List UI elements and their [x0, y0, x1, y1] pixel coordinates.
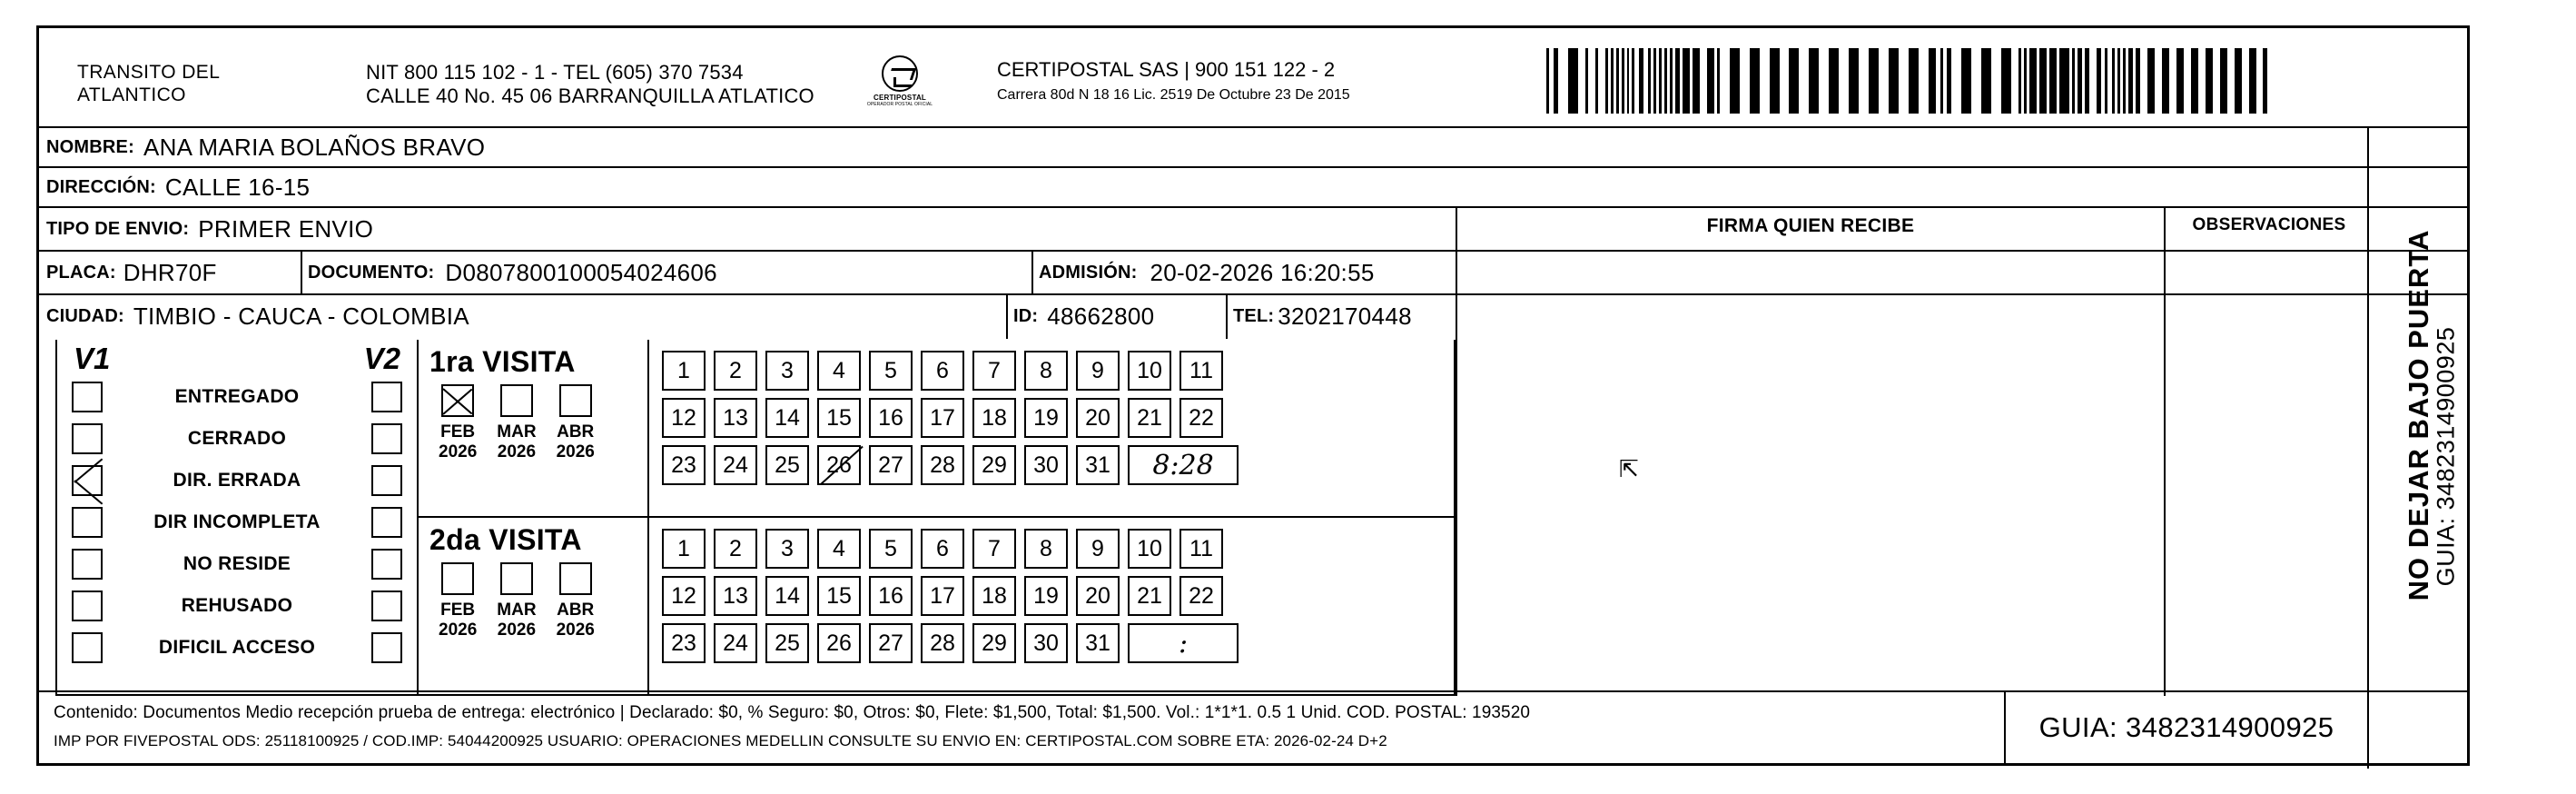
- placa-value: DHR70F: [123, 258, 217, 286]
- nombre-label: NOMBRE:: [46, 136, 134, 157]
- day-cell-12[interactable]: 12: [662, 576, 706, 616]
- company-line-2: Carrera 80d N 18 16 Lic. 2519 De Octubre 23 De 2015: [997, 87, 1350, 103]
- day-cell-26[interactable]: 26: [817, 445, 861, 485]
- no-dejar-bajo-puerta-text: NO DEJAR BAJO PUERTA: [2403, 229, 2434, 601]
- day-cell-31[interactable]: 31: [1076, 623, 1120, 663]
- observaciones-box[interactable]: [2164, 206, 2373, 696]
- label-header: [39, 28, 2467, 126]
- day-cell-6[interactable]: 6: [921, 351, 964, 391]
- month-name: MAR: [497, 600, 537, 620]
- visit-1-days-row-1: [662, 351, 1454, 391]
- row-nombre: [39, 126, 2467, 166]
- day-cell-15[interactable]: 15: [817, 576, 861, 616]
- day-cell-14[interactable]: 14: [765, 576, 809, 616]
- day-cell-26[interactable]: 26: [817, 623, 861, 663]
- id-label: ID:: [1013, 305, 1039, 326]
- checkbox-v1-dir-incompleta[interactable]: [72, 507, 103, 538]
- nombre-value: ANA MARIA BOLAÑOS BRAVO: [143, 133, 486, 161]
- visit-2-days-row-2: [662, 576, 1454, 616]
- status-label: DIFICIL ACCESO: [158, 637, 316, 658]
- tel-value: 3202170448: [1278, 302, 1412, 330]
- day-cell-10[interactable]: 10: [1128, 529, 1171, 569]
- shipping-label: [36, 25, 2470, 766]
- day-cell-22[interactable]: 22: [1179, 398, 1223, 438]
- day-cell-17[interactable]: 17: [921, 398, 964, 438]
- visit-2-days-row-1: [662, 529, 1454, 569]
- day-cell-29[interactable]: 29: [972, 623, 1016, 663]
- day-cell-21[interactable]: 21: [1128, 576, 1171, 616]
- month-name: ABR: [557, 422, 595, 442]
- month-option-abr[interactable]: [557, 384, 595, 462]
- ciudad-value: TIMBIO - CAUCA - COLOMBIA: [133, 302, 469, 330]
- day-cell-14[interactable]: 14: [765, 398, 809, 438]
- documento-label: DOCUMENTO:: [308, 262, 435, 283]
- status-row: [57, 627, 417, 669]
- ciudad-label: CIUDAD:: [46, 305, 124, 326]
- day-cell-29[interactable]: 29: [972, 445, 1016, 485]
- day-cell-8[interactable]: 8: [1024, 529, 1068, 569]
- firma-quien-recibe-box[interactable]: [1456, 206, 2164, 696]
- month-year: 2026: [556, 442, 595, 462]
- day-cell-16[interactable]: 16: [869, 576, 913, 616]
- day-cell-24[interactable]: 24: [714, 623, 757, 663]
- day-cell-9[interactable]: 9: [1076, 351, 1120, 391]
- visit-1-days-row-3: [662, 445, 1454, 485]
- day-cell-18[interactable]: 18: [972, 398, 1016, 438]
- day-cell-21[interactable]: 21: [1128, 398, 1171, 438]
- admision-value: 20-02-2026 16:20:55: [1150, 258, 1375, 286]
- day-cell-1[interactable]: 1: [662, 351, 706, 391]
- status-label: REHUSADO: [181, 595, 293, 616]
- day-cell-30[interactable]: 30: [1024, 623, 1068, 663]
- origin-block: [77, 61, 220, 106]
- day-cell-9[interactable]: 9: [1076, 529, 1120, 569]
- row-direccion: [39, 166, 2467, 206]
- footer-line-1: Contenido: Documentos Medio recepción prueba de entrega: electrónico | Declarado: $0, % Seguro: $0, Otros: $0, Flete: $1,500, Total: $1,500. Vol.: 1*1*1. 0.5 1 Unid. COD. POSTAL: 193520: [54, 703, 1531, 722]
- day-cell-27[interactable]: 27: [869, 623, 913, 663]
- month-name: FEB: [440, 422, 476, 442]
- day-cell-18[interactable]: 18: [972, 576, 1016, 616]
- day-cell-5[interactable]: 5: [869, 529, 913, 569]
- day-cell-11[interactable]: 11: [1179, 529, 1223, 569]
- nit-block: [366, 61, 814, 108]
- nit-line-1: NIT 800 115 102 - 1 - TEL (605) 370 7534: [366, 61, 744, 84]
- visit-2-title: 2da VISITA: [429, 523, 582, 556]
- month-checkbox[interactable]: [559, 384, 592, 417]
- day-cell-25[interactable]: 25: [765, 623, 809, 663]
- admision-label: ADMISIÓN:: [1039, 262, 1138, 283]
- day-cell-23[interactable]: 23: [662, 623, 706, 663]
- checkbox-v1-no-reside[interactable]: [72, 549, 103, 580]
- day-cell-6[interactable]: 6: [921, 529, 964, 569]
- checkbox-v2-dir-incompleta[interactable]: [371, 507, 402, 538]
- id-value: 48662800: [1047, 302, 1155, 330]
- day-cell-3[interactable]: 3: [765, 529, 809, 569]
- month-checkbox[interactable]: [441, 562, 474, 595]
- day-cell-28[interactable]: 28: [921, 445, 964, 485]
- day-cell-3[interactable]: 3: [765, 351, 809, 391]
- status-label: CERRADO: [187, 428, 287, 449]
- day-cell-16[interactable]: 16: [869, 398, 913, 438]
- origin-line-2: ATLANTICO: [77, 84, 186, 105]
- day-cell-20[interactable]: 20: [1076, 398, 1120, 438]
- mouse-cursor-icon: ⇱: [1619, 455, 1639, 482]
- status-row: [57, 501, 417, 543]
- footer-guia: GUIA: 3482314900925: [2004, 692, 2367, 763]
- checkbox-v1-entregado[interactable]: [72, 382, 103, 412]
- v2-header: V2: [363, 342, 400, 375]
- status-row: [57, 418, 417, 460]
- logo-subtext: OPERADOR POSTAL OFICIAL: [866, 102, 933, 107]
- day-cell-17[interactable]: 17: [921, 576, 964, 616]
- month-option-mar[interactable]: [497, 562, 536, 640]
- status-row: [57, 460, 417, 501]
- placa-label: PLACA:: [46, 262, 116, 283]
- status-row: [57, 543, 417, 585]
- logo-text: CERTIPOSTAL: [873, 94, 927, 102]
- day-cell-10[interactable]: 10: [1128, 351, 1171, 391]
- visit-2-months: [439, 562, 647, 640]
- month-name: MAR: [497, 422, 537, 442]
- checkbox-v1-dir-errada[interactable]: [72, 465, 103, 496]
- month-year: 2026: [439, 620, 478, 640]
- day-cell-2[interactable]: 2: [714, 529, 757, 569]
- certipostal-logo: [861, 55, 939, 107]
- day-cell-11[interactable]: 11: [1179, 351, 1223, 391]
- day-cell-22[interactable]: 22: [1179, 576, 1223, 616]
- origin-line-1: TRANSITO DEL: [77, 62, 221, 83]
- day-cell-4[interactable]: 4: [817, 351, 861, 391]
- checkbox-v2-entregado[interactable]: [371, 382, 402, 412]
- checkbox-v2-dir-errada[interactable]: [371, 465, 402, 496]
- checkbox-v2-dificil-acceso[interactable]: [371, 632, 402, 663]
- observaciones-title: OBSERVACIONES: [2192, 215, 2346, 234]
- visit-1-title: 1ra VISITA: [429, 345, 576, 378]
- checkbox-v1-cerrado[interactable]: [72, 423, 103, 454]
- tel-label: TEL:: [1233, 305, 1275, 326]
- visit-time-value: 8:28: [1152, 449, 1214, 481]
- day-cell-20[interactable]: 20: [1076, 576, 1120, 616]
- checkbox-v2-rehusado[interactable]: [371, 591, 402, 621]
- day-cell-30[interactable]: 30: [1024, 445, 1068, 485]
- day-cell-28[interactable]: 28: [921, 623, 964, 663]
- direccion-label: DIRECCIÓN:: [46, 176, 156, 197]
- status-row: [57, 585, 417, 627]
- status-label: DIR. ERRADA: [173, 470, 301, 491]
- visit-2-days-row-3: [662, 623, 1454, 663]
- visit-time-cell[interactable]: [1128, 445, 1239, 485]
- company-line-1: CERTIPOSTAL SAS | 900 151 122 - 2: [997, 58, 1336, 81]
- status-label: ENTREGADO: [174, 386, 300, 407]
- month-option-feb[interactable]: [439, 384, 477, 462]
- day-cell-5[interactable]: 5: [869, 351, 913, 391]
- status-row: [57, 376, 417, 418]
- day-cell-12[interactable]: 12: [662, 398, 706, 438]
- month-year: 2026: [497, 620, 537, 640]
- checkbox-v2-no-reside[interactable]: [371, 549, 402, 580]
- day-cell-13[interactable]: 13: [714, 576, 757, 616]
- footer-line-2: IMP POR FIVEPOSTAL ODS: 25118100925 / COD.IMP: 54044200925 USUARIO: OPERACIONES MEDELLIN CONSULTE SU ENVIO EN: CERTIPOSTAL.COM SOBRE ETA: 2026-02-24 D+2: [54, 732, 1387, 749]
- firma-title: FIRMA QUIEN RECIBE: [1706, 215, 1915, 236]
- documento-value: D0807800100054024606: [445, 258, 717, 286]
- tipo-envio-label: TIPO DE ENVIO:: [46, 218, 190, 239]
- checkbox-v2-cerrado[interactable]: [371, 423, 402, 454]
- visit-time-cell[interactable]: [1128, 623, 1239, 663]
- vertical-guia-text: GUIA: 3482314900925: [2432, 326, 2460, 587]
- day-cell-15[interactable]: 15: [817, 398, 861, 438]
- day-cell-1[interactable]: 1: [662, 529, 706, 569]
- checkbox-v1-rehusado[interactable]: [72, 591, 103, 621]
- day-cell-4[interactable]: 4: [817, 529, 861, 569]
- day-cell-19[interactable]: 19: [1024, 576, 1068, 616]
- month-option-feb[interactable]: [439, 562, 477, 640]
- logo-mark-icon: [882, 55, 918, 92]
- visit-1-days-row-2: [662, 398, 1454, 438]
- visit-time-value: :: [1178, 627, 1189, 660]
- company-block: [997, 57, 1350, 108]
- nit-line-2: CALLE 40 No. 45 06 BARRANQUILLA ATLATICO: [366, 84, 814, 107]
- status-checkbox-block: [55, 340, 419, 696]
- visit-2-block: [419, 518, 1456, 696]
- status-label: DIR INCOMPLETA: [153, 511, 321, 532]
- day-cell-13[interactable]: 13: [714, 398, 757, 438]
- month-year: 2026: [497, 442, 537, 462]
- month-name: ABR: [557, 600, 595, 620]
- barcode: [1546, 48, 2273, 114]
- day-cell-19[interactable]: 19: [1024, 398, 1068, 438]
- label-footer: [39, 690, 2467, 763]
- month-option-abr[interactable]: [557, 562, 595, 640]
- day-cell-31[interactable]: 31: [1076, 445, 1120, 485]
- v1-header: V1: [74, 342, 111, 375]
- month-checkbox[interactable]: [500, 562, 533, 595]
- day-cell-8[interactable]: 8: [1024, 351, 1068, 391]
- month-checkbox[interactable]: [441, 384, 474, 417]
- status-label: NO RESIDE: [183, 553, 291, 574]
- day-cell-7[interactable]: 7: [972, 351, 1016, 391]
- month-name: FEB: [440, 600, 476, 620]
- day-cell-27[interactable]: 27: [869, 445, 913, 485]
- checkbox-v1-dificil-acceso[interactable]: [72, 632, 103, 663]
- month-checkbox[interactable]: [559, 562, 592, 595]
- day-cell-25[interactable]: 25: [765, 445, 809, 485]
- month-year: 2026: [439, 442, 478, 462]
- visit-1-block: [419, 340, 1456, 518]
- status-rows: [57, 376, 417, 669]
- visit-1-months: [439, 384, 647, 462]
- month-checkbox[interactable]: [500, 384, 533, 417]
- tipo-envio-value: PRIMER ENVIO: [198, 214, 374, 243]
- direccion-value: CALLE 16-15: [164, 173, 311, 201]
- day-cell-7[interactable]: 7: [972, 529, 1016, 569]
- month-year: 2026: [556, 620, 595, 640]
- day-cell-2[interactable]: 2: [714, 351, 757, 391]
- month-option-mar[interactable]: [497, 384, 536, 462]
- day-cell-24[interactable]: 24: [714, 445, 757, 485]
- day-cell-23[interactable]: 23: [662, 445, 706, 485]
